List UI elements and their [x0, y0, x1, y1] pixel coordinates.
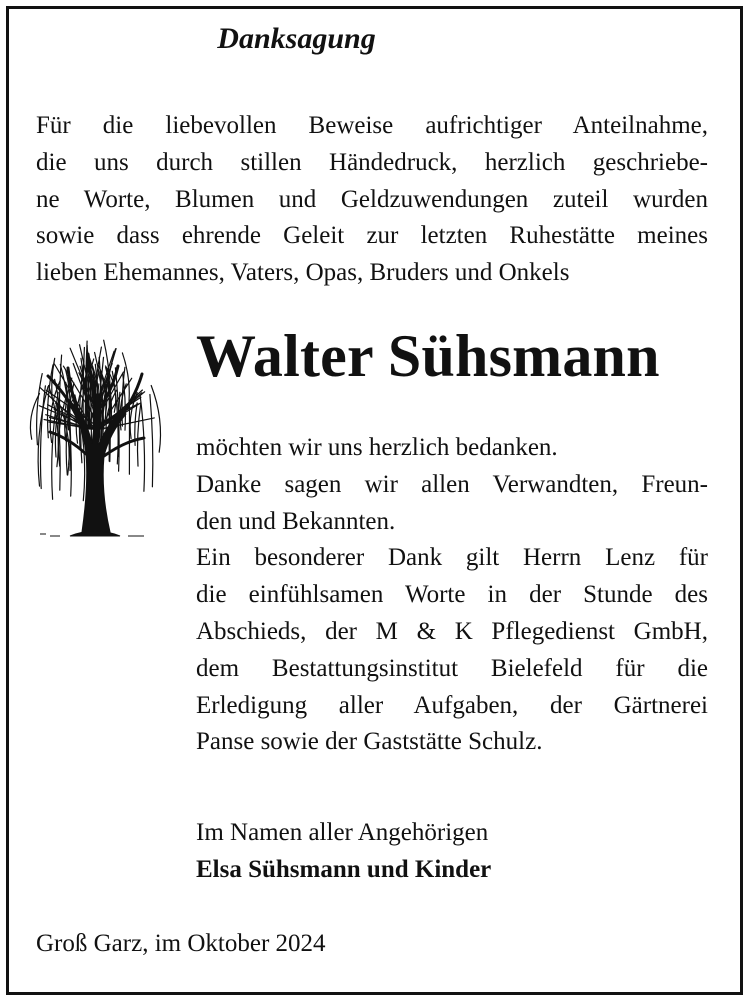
thanks-paragraph	[196, 430, 708, 761]
body-line: möchten wir uns herzlich bedanken.	[196, 434, 558, 461]
body-line: dem Bestattungsinstitut Bielefeld für die	[196, 654, 708, 682]
intro-line: lieben Ehemannes, Vaters, Opas, Bruders und Onkels	[36, 259, 570, 287]
closing-line: Im Namen aller Angehörigen	[196, 819, 489, 846]
intro-line: ne Worte, Blumen und Geldzuwendungen zuteil wurden	[36, 185, 708, 213]
tree-strand	[150, 395, 153, 487]
body-line: Erledigung aller Aufgaben, der Gärtnerei	[196, 691, 708, 719]
signature: Elsa Sühsmann und Kinder	[196, 855, 492, 883]
intro-line: sowie dass ehrende Geleit zur letzten Ruhestätte meines	[36, 222, 708, 250]
body-line: Panse sowie der Gaststätte Schulz.	[196, 728, 543, 756]
deceased-name: Walter Sühsmann	[196, 323, 660, 389]
body-line: die einfühlsamen Worte in der Stunde des	[196, 581, 708, 609]
closing-block	[196, 815, 491, 889]
body-line: Danke sagen wir allen Verwandten, Freun-	[196, 470, 708, 498]
body-line: Abschieds, der M & K Pflegedienst GmbH,	[196, 617, 708, 645]
tree-icon	[20, 314, 170, 540]
intro-paragraph	[36, 108, 708, 292]
tree-strand	[123, 374, 126, 430]
tree-strand	[138, 403, 141, 466]
tree-strand	[140, 396, 144, 491]
intro-line: Für die liebevollen Beweise aufrichtiger Anteilnahme,	[36, 112, 708, 139]
intro-line: die uns durch stillen Händedruck, herzlich geschriebe-	[36, 148, 708, 176]
body-line: Ein besonderer Dank gilt Herrn Lenz für	[196, 544, 708, 572]
place-date: Groß Garz, im Oktober 2024	[36, 930, 326, 957]
body-line: den und Bekannten.	[196, 507, 396, 535]
heading: Danksagung	[217, 22, 376, 55]
